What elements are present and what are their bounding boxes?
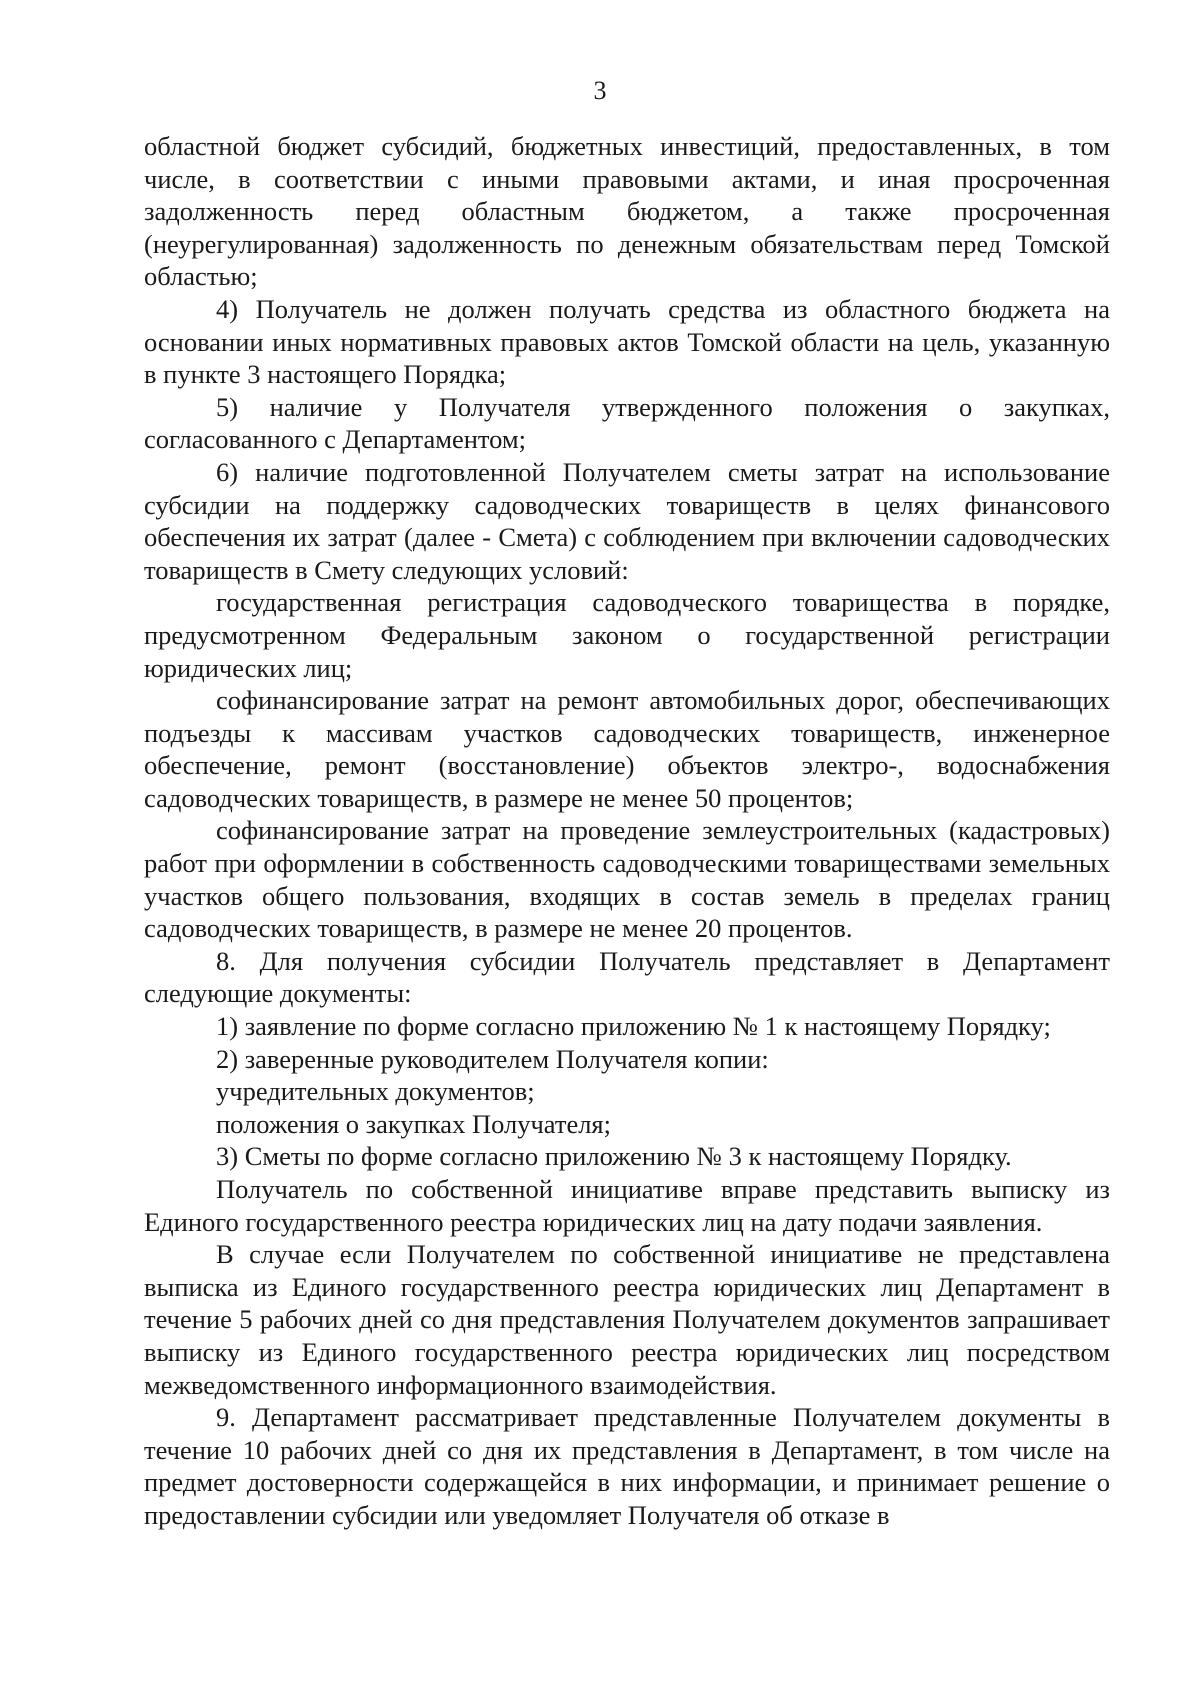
page-number: 3	[593, 76, 607, 105]
paragraph-doc-1: 1) заявление по форме согласно приложению № 1 к настоящему Порядку;	[216, 1011, 1051, 1042]
paragraph-doc-3: 3) Сметы по форме согласно приложению № 3 к настоящему Порядку.	[216, 1141, 1012, 1172]
document-body	[144, 130, 1110, 1532]
paragraph-condition-cadastral: софинансирование затрат на проведение землеустроительных (кадастровых) работ при оформлении в собственность садоводческими товариществами земельных участков общего пользования, входящих в состав земель в пределах границ садоводческих товариществ, в размере не менее 20 процентов.	[144, 815, 1110, 944]
paragraph-extract-optional: Получатель по собственной инициативе вправе представить выписку из Единого государственного реестра юридических лиц на дату подачи заявления.	[144, 1174, 1110, 1237]
paragraph-extract-request: В случае если Получателем по собственной инициативе не представлена выписка из Единого государственного реестра юридических лиц Департамент в течение 5 рабочих дней со дня представления Получателем документов запрашивает выписку из Единого государственного реестра юридических лиц посредством межведомственного информационного взаимодействия.	[144, 1239, 1110, 1400]
paragraph-item-4: 4) Получатель не должен получать средства из областного бюджета на основании иных нормативных правовых актов Томской области на цель, указанную в пункте 3 настоящего Порядка;	[144, 293, 1110, 390]
paragraph-section-8: 8. Для получения субсидии Получатель представляет в Департамент следующие документы:	[144, 945, 1110, 1009]
paragraph-condition-roads: софинансирование затрат на ремонт автомобильных дорог, обеспечивающих подъезды к массивам участков садоводческих товариществ, инженерное обеспечение, ремонт (восстановление) объектов электро-, водоснабжения садоводческих товариществ, в размере не менее 50 процентов;	[144, 685, 1110, 813]
paragraph-doc-2b: положения о закупках Получателя;	[216, 1108, 611, 1139]
paragraph-item-6: 6) наличие подготовленной Получателем сметы затрат на использование субсидии на поддержку садоводческих товариществ в целях финансового обеспечения их затрат (далее - Смета) с соблюдением при включении садоводческих товариществ в Смету следующих условий:	[144, 456, 1110, 585]
paragraph-continuation: областной бюджет субсидий, бюджетных инвестиций, предоставленных, в том числе, в соответствии с иными правовыми актами, и иная просроченная задолженность перед областным бюджетом, а также просроченная (неурегулированная) задолженность по денежным обязательствам перед Томской областью;	[144, 131, 1110, 292]
paragraph-doc-2: 2) заверенные руководителем Получателя копии:	[216, 1043, 769, 1074]
paragraph-condition-registration: государственная регистрация садоводческого товарищества в порядке, предусмотренном Федеральным законом о государственной регистрации юридических лиц;	[144, 587, 1110, 683]
paragraph-item-5: 5) наличие у Получателя утвержденного положения о закупках, согласованного с Департаментом;	[144, 391, 1110, 455]
paragraph-doc-2a: учредительных документов;	[216, 1076, 535, 1107]
paragraph-section-9: 9. Департамент рассматривает представленные Получателем документы в течение 10 рабочих дней со дня их представления в Департамент, в том числе на предмет достоверности содержащейся в них информации, и принимает решение о предоставлении субсидии или уведомляет Получателя об отказе в	[144, 1402, 1110, 1530]
